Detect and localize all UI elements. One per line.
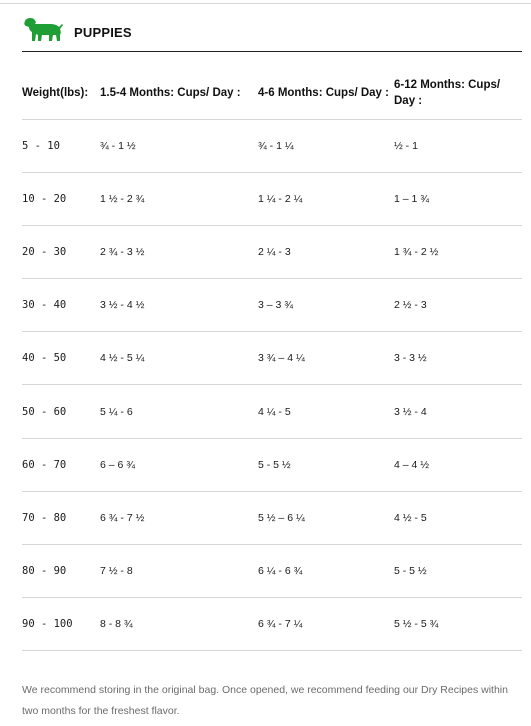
weight-cell: 20 - 30 — [22, 245, 67, 258]
cups-cell: 5 - 5 ½ — [394, 565, 427, 578]
page-title: PUPPIES — [74, 24, 132, 40]
table-row — [22, 385, 522, 438]
cups-cell: 3 ¾ – 4 ¼ — [258, 352, 305, 365]
top-divider — [0, 3, 531, 4]
section-header — [22, 12, 132, 46]
cups-cell: ¾ - 1 ¼ — [258, 139, 294, 152]
table-row — [22, 491, 522, 544]
weight-cell: 70 - 80 — [22, 511, 67, 524]
table-row — [22, 119, 522, 172]
table-row — [22, 598, 522, 651]
cups-cell: 3 ½ - 4 — [394, 405, 427, 418]
weight-cell: 50 - 60 — [22, 405, 67, 418]
cups-cell: ¾ - 1 ½ — [100, 139, 136, 152]
table-row — [22, 172, 522, 225]
cups-cell: 5 ½ - 5 ¾ — [394, 618, 439, 631]
feeding-table — [22, 67, 522, 651]
weight-cell: 80 - 90 — [22, 565, 67, 578]
cups-cell: 7 ½ - 8 — [100, 565, 133, 578]
cups-cell: 4 ¼ - 5 — [258, 405, 291, 418]
weight-cell: 30 - 40 — [22, 299, 67, 312]
cups-cell: 1 ½ - 2 ¾ — [100, 192, 145, 205]
cups-cell: 3 - 3 ½ — [394, 352, 427, 365]
table-header-row — [22, 67, 522, 119]
cups-cell: 2 ¾ - 3 ½ — [100, 245, 145, 258]
cups-cell: 4 ½ - 5 ¼ — [100, 352, 145, 365]
weight-cell: 40 - 50 — [22, 352, 67, 365]
cups-cell: 6 ¾ - 7 ½ — [100, 511, 145, 524]
table-row — [22, 279, 522, 332]
table-row — [22, 545, 522, 598]
weight-cell: 5 - 10 — [22, 139, 60, 152]
cups-cell: 5 ½ – 6 ¼ — [258, 511, 305, 524]
header-divider — [22, 51, 522, 52]
weight-cell: 60 - 70 — [22, 458, 67, 471]
dog-icon — [22, 16, 64, 42]
weight-cell: 90 - 100 — [22, 618, 73, 631]
cups-cell: 8 - 8 ¾ — [100, 618, 133, 631]
cups-cell: 4 – 4 ½ — [394, 458, 430, 471]
cups-cell: 1 – 1 ¾ — [394, 192, 430, 205]
cups-cell: 4 ½ - 5 — [394, 511, 427, 524]
cups-cell: 1 ¾ - 2 ½ — [394, 245, 439, 258]
cups-cell: 6 ¼ - 6 ¾ — [258, 565, 303, 578]
cups-cell: 6 ¾ - 7 ¼ — [258, 618, 303, 631]
cups-cell: 2 ¼ - 3 — [258, 245, 291, 258]
column-header-6-12-months: 6-12 Months: Cups/ Day : — [394, 78, 501, 107]
table-row — [22, 225, 522, 278]
cups-cell: 1 ¼ - 2 ¼ — [258, 192, 303, 205]
weight-cell: 10 - 20 — [22, 192, 67, 205]
cups-cell: 5 ¼ - 6 — [100, 405, 133, 418]
cups-cell: 3 – 3 ¾ — [258, 299, 294, 312]
table-row — [22, 332, 522, 385]
column-header-4-6-months: 4-6 Months: Cups/ Day : — [258, 86, 389, 99]
column-header-weight: Weight(lbs): — [22, 86, 89, 99]
column-header-1-5-4-months: 1.5-4 Months: Cups/ Day : — [100, 86, 241, 99]
cups-cell: 3 ½ - 4 ½ — [100, 299, 145, 312]
table-row — [22, 438, 522, 491]
cups-cell: ½ - 1 — [394, 139, 418, 152]
cups-cell: 5 - 5 ½ — [258, 458, 291, 471]
storage-note: We recommend storing in the original bag. Once opened, we recommend feeding our Dry Recipes within two months for the freshest flavor. — [22, 684, 508, 717]
cups-cell: 2 ½ - 3 — [394, 299, 427, 312]
cups-cell: 6 – 6 ¾ — [100, 458, 136, 471]
